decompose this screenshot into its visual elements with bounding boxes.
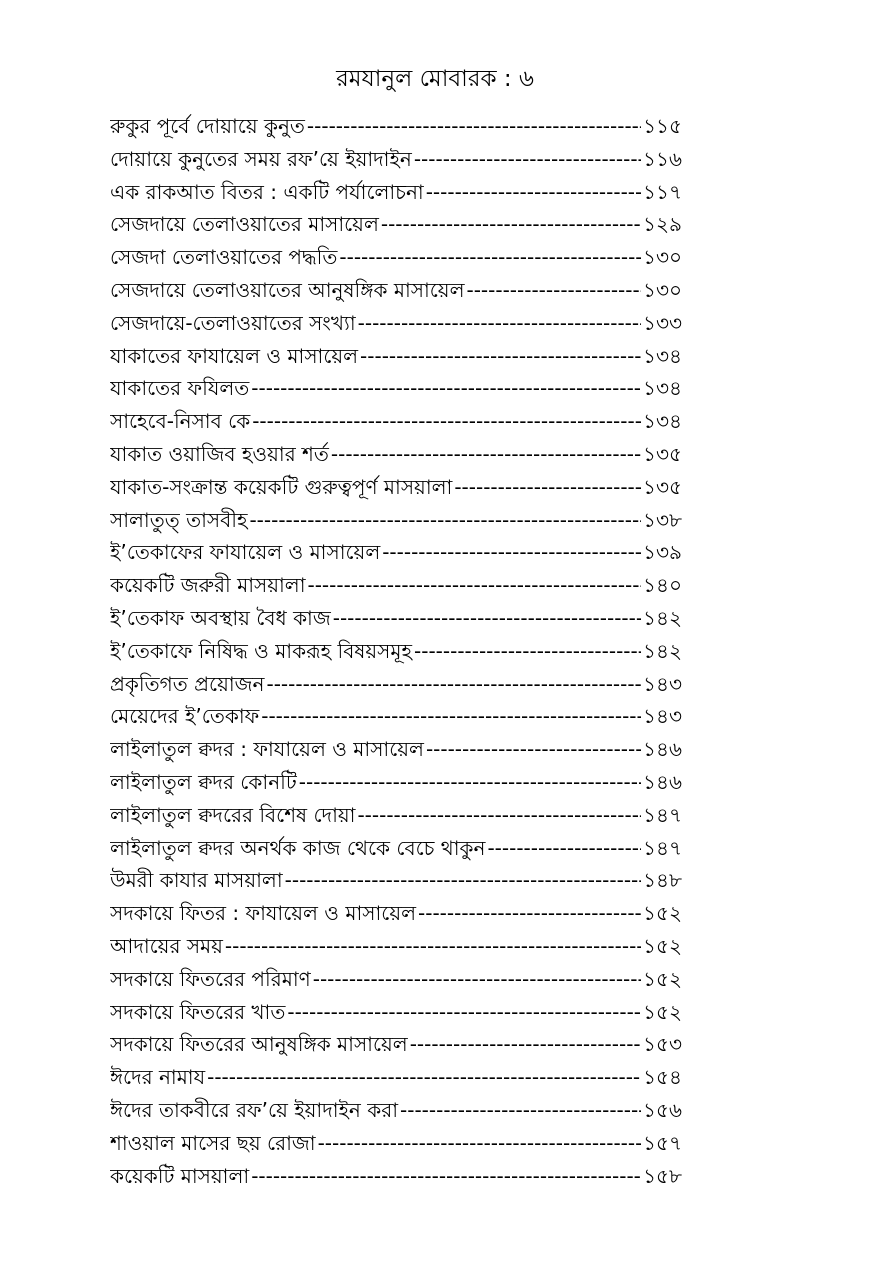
toc-entry-title: সেজদায়ে-তেলাওয়াতের সংখ্যা: [110, 310, 356, 335]
toc-dot-leader: [360, 344, 641, 368]
toc-dot-leader: [339, 245, 641, 269]
toc-dot-leader: [251, 1164, 641, 1188]
toc-dot-leader: [307, 114, 641, 138]
toc-entry-page-number: ১৩৫: [643, 474, 682, 499]
toc-entry-title: সদকায়ে ফিতরের খাত: [110, 999, 286, 1024]
toc-dot-leader: [249, 508, 641, 532]
toc-entry: [110, 1162, 682, 1195]
toc-dot-leader: [357, 803, 641, 827]
toc-dot-leader: [225, 934, 641, 958]
toc-entry-title: উমরী কাযার মাসয়ালা: [110, 868, 283, 893]
toc-entry: [110, 243, 682, 276]
toc-entry-page-number: ১৪৬: [643, 769, 682, 794]
toc-entry: [110, 1096, 682, 1129]
toc-entry: [110, 932, 682, 965]
toc-entry-title: সদকায়ে ফিতরের আনুষঙ্গিক মাসায়েল: [110, 1032, 408, 1057]
toc-entry-page-number: ১৪০: [643, 573, 682, 598]
toc-entry: [110, 112, 682, 145]
toc-entry: [110, 670, 682, 703]
toc-entry-page-number: ১৩০: [643, 245, 682, 270]
toc-entry-title: সেজদায়ে তেলাওয়াতের আনুষঙ্গিক মাসায়েল: [110, 277, 465, 302]
toc-entry: [110, 276, 682, 309]
toc-entry-title: সেজদায়ে তেলাওয়াতের মাসায়েল: [110, 212, 379, 237]
toc-dot-leader: [358, 311, 641, 335]
toc-dot-leader: [414, 147, 641, 171]
toc-dot-leader: [331, 442, 641, 466]
toc-entry-title: আদায়ের সময়: [110, 933, 223, 958]
toc-entry: [110, 407, 682, 440]
toc-entry: [110, 637, 682, 670]
toc-entry: [110, 899, 682, 932]
toc-entry-title: লাইলাতুল ক্বদর অনর্থক কাজ থেকে বেচে থাকুন: [110, 835, 486, 860]
toc-entry: [110, 342, 682, 375]
toc-entry: [110, 309, 682, 342]
toc-entry-page-number: ১৪৩: [643, 704, 682, 729]
toc-entry-title: যাকাতের ফযিলত: [110, 376, 250, 401]
toc-dot-leader: [426, 180, 641, 204]
toc-entry-title: ই’তেকাফে নিষিদ্ধ ও মাকরূহ বিষয়সমূহ: [110, 638, 413, 663]
toc-entry: [110, 1030, 682, 1063]
toc-entry-title: রুকুর পূর্বে দোয়ায়ে কুনুত: [110, 114, 305, 138]
toc-entry-title: কয়েকটি জরুরী মাসয়ালা: [110, 573, 306, 598]
toc-entry: [110, 834, 682, 867]
toc-entry: [110, 506, 682, 539]
toc-entry-page-number: ১৫৮: [643, 1163, 682, 1188]
toc-entry-page-number: ১৪৭: [643, 835, 682, 860]
toc-entry-title: সালাতুত্ তাসবীহ: [110, 507, 248, 532]
toc-entry: [110, 735, 682, 768]
toc-entry-page-number: ১৩৯: [643, 540, 682, 565]
toc-entry-page-number: ১৫৪: [643, 1065, 682, 1090]
toc-entry: [110, 374, 682, 407]
toc-entry-page-number: ১১৫: [643, 114, 682, 138]
toc-dot-leader: [207, 1065, 641, 1089]
toc-entry: [110, 702, 682, 735]
toc-entry-page-number: ১৩৪: [643, 343, 682, 368]
toc-entry-page-number: ১৩৮: [643, 507, 682, 532]
toc-entry-title: শাওয়াল মাসের ছয় রোজা: [110, 1130, 316, 1155]
toc-entry-title: যাকাত ওয়াজিব হওয়ার শর্ত: [110, 441, 329, 466]
toc-entry: [110, 866, 682, 899]
toc-dot-leader: [318, 1131, 641, 1155]
toc-dot-leader: [267, 672, 642, 696]
toc-entry-title: সেজদা তেলাওয়াতের পদ্ধতি: [110, 245, 338, 270]
toc-dot-leader: [261, 704, 641, 728]
toc-dot-leader: [252, 409, 641, 433]
toc-dot-leader: [426, 737, 641, 761]
toc-dot-leader: [487, 836, 641, 860]
toc-entry: [110, 538, 682, 571]
toc-entry-title: ঈদের নামায: [110, 1065, 206, 1090]
toc-entry: [110, 1063, 682, 1096]
toc-dot-leader: [333, 606, 641, 630]
toc-entry-page-number: ১৪২: [643, 638, 682, 663]
toc-entry: [110, 473, 682, 506]
toc-entry-page-number: ১৩৩: [643, 310, 682, 335]
toc-dot-leader: [418, 901, 641, 925]
toc-dot-leader: [313, 967, 641, 991]
toc-entry-page-number: ১৫২: [643, 901, 682, 926]
toc-dot-leader: [454, 475, 641, 499]
toc-entry-title: লাইলাতুল ক্বদর কোনটি: [110, 769, 297, 794]
toc-dot-leader: [467, 278, 642, 302]
toc-entry-title: যাকাত-সংক্রান্ত কয়েকটি গুরুত্বপূর্ণ মাসয়ালা: [110, 474, 453, 499]
toc-entry: [110, 768, 682, 801]
toc-entry-title: যাকাতের ফাযায়েল ও মাসায়েল: [110, 343, 359, 368]
toc-entry-title: লাইলাতুল ক্বদরের বিশেষ দোয়া: [110, 802, 356, 827]
toc-dot-leader: [410, 1032, 641, 1056]
toc-entry-page-number: ১৫২: [643, 999, 682, 1024]
toc-entry: [110, 998, 682, 1031]
toc-entry-page-number: ১৪৭: [643, 802, 682, 827]
toc-entry-page-number: ১৪২: [643, 605, 682, 630]
toc-entry-title: মেয়েদের ই’তেকাফ: [110, 704, 260, 729]
toc-entry-page-number: ১৫২: [643, 966, 682, 991]
toc-entry-page-number: ১১৬: [643, 146, 682, 171]
toc-entry-page-number: ১৩৫: [643, 441, 682, 466]
table-of-contents: [110, 112, 682, 1194]
toc-entry: [110, 801, 682, 834]
toc-entry: [110, 440, 682, 473]
toc-entry-page-number: ১১৭: [643, 179, 682, 204]
toc-entry-page-number: ১৪৩: [643, 671, 682, 696]
toc-entry-title: ই’তেকাফ অবস্থায় বৈধ কাজ: [110, 605, 331, 630]
toc-dot-leader: [308, 573, 642, 597]
toc-entry-title: ই’তেকাফের ফাযায়েল ও মাসায়েল: [110, 540, 381, 565]
toc-entry-title: লাইলাতুল ক্বদর : ফাযায়েল ও মাসায়েল: [110, 737, 424, 762]
toc-entry-page-number: ১৩০: [643, 277, 682, 302]
toc-entry-title: সদকায়ে ফিতরের পরিমাণ: [110, 966, 311, 991]
toc-entry-page-number: ১৫৩: [643, 1032, 682, 1057]
toc-entry-title: এক রাকআত বিতর : একটি পর্যালোচনা: [110, 179, 424, 204]
toc-dot-leader: [381, 212, 641, 236]
toc-entry: [110, 571, 682, 604]
toc-entry: [110, 145, 682, 178]
toc-entry-title: কয়েকটি মাসয়ালা: [110, 1163, 250, 1188]
toc-entry-page-number: ১৩৪: [643, 376, 682, 401]
toc-dot-leader: [287, 1000, 641, 1024]
toc-entry-title: সাহেবে-নিসাব কে: [110, 409, 251, 434]
toc-entry-page-number: ১২৯: [643, 212, 682, 237]
toc-entry-page-number: ১৪৮: [643, 868, 682, 893]
toc-entry-title: সদকায়ে ফিতর : ফাযায়েল ও মাসায়েল: [110, 901, 417, 926]
toc-entry: [110, 210, 682, 243]
toc-dot-leader: [285, 868, 641, 892]
toc-entry-page-number: ১৫৬: [643, 1097, 682, 1122]
toc-dot-leader: [251, 376, 641, 400]
toc-entry-title: প্রকৃতিগত প্রয়োজন: [110, 671, 265, 696]
toc-dot-leader: [382, 540, 641, 564]
toc-entry-page-number: ১৪৬: [643, 737, 682, 762]
toc-entry-title: ঈদের তাকবীরে রফ’য়ে ইয়াদাইন করা: [110, 1097, 399, 1122]
toc-entry: [110, 604, 682, 637]
toc-dot-leader: [400, 1098, 641, 1122]
toc-dot-leader: [299, 770, 641, 794]
toc-entry-page-number: ১৩৪: [643, 409, 682, 434]
toc-entry: [110, 965, 682, 998]
page-header: রমযানুল মোবারক : ৬: [336, 66, 534, 92]
toc-entry-page-number: ১৫৭: [643, 1130, 682, 1155]
toc-dot-leader: [414, 639, 641, 663]
toc-entry: [110, 1129, 682, 1162]
toc-entry: [110, 178, 682, 211]
toc-entry-page-number: ১৫২: [643, 933, 682, 958]
toc-entry-title: দোয়ায়ে কুনুতের সময় রফ’য়ে ইয়াদাইন: [110, 146, 412, 171]
